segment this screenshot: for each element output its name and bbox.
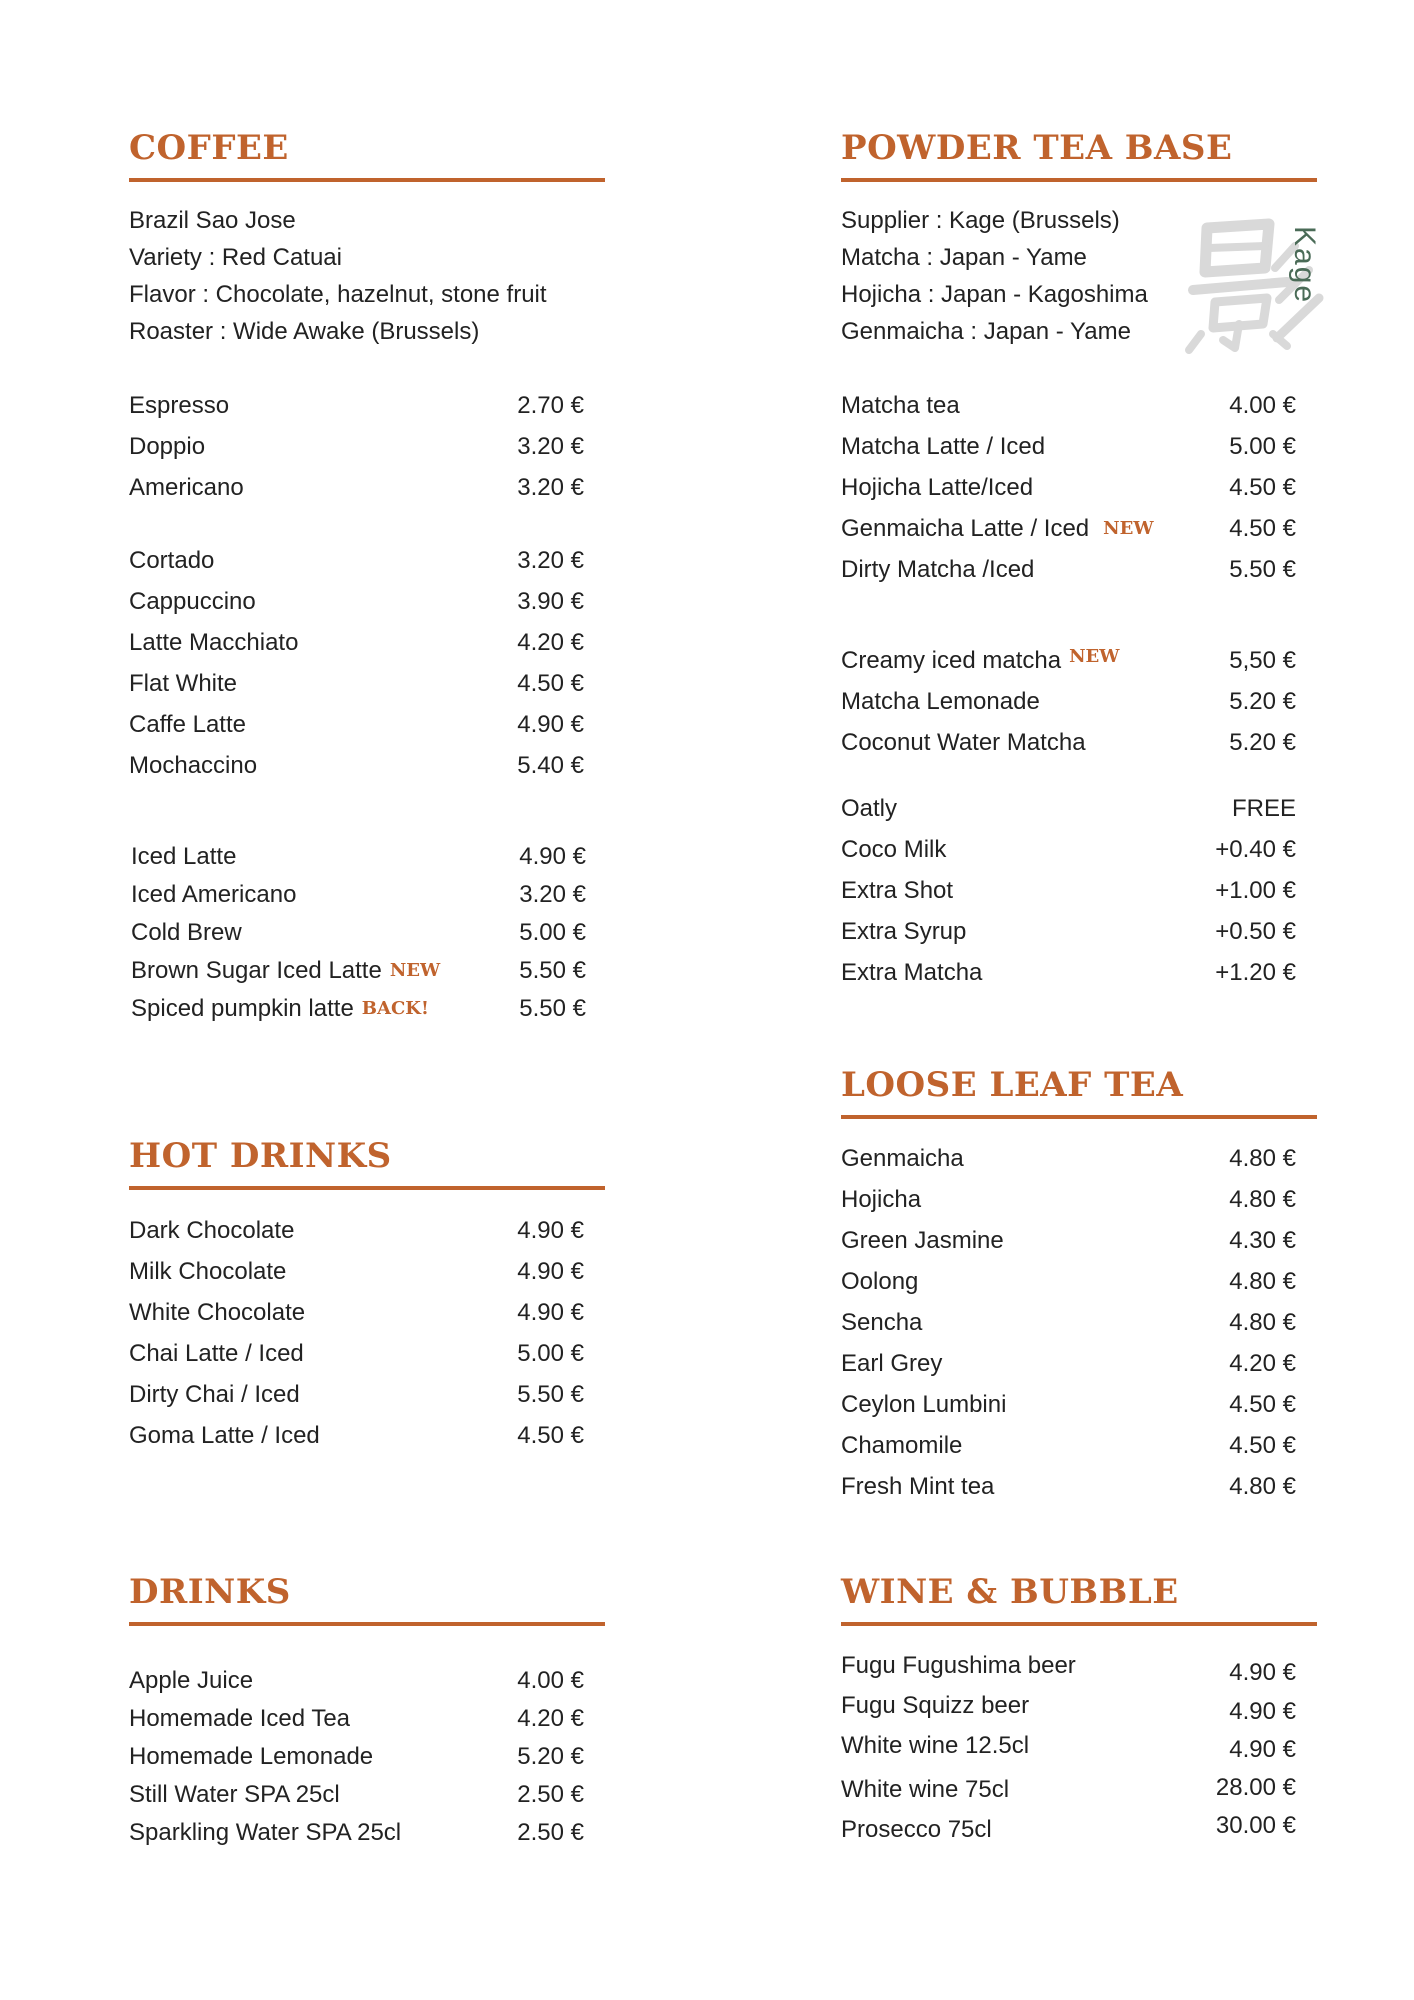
item-name: Extra Shot — [841, 877, 954, 904]
item-name: Homemade Lemonade — [129, 1743, 374, 1770]
item-name: Earl Grey — [841, 1350, 943, 1377]
item-name: White Chocolate — [129, 1299, 306, 1326]
item-name: Goma Latte / Iced — [129, 1422, 320, 1449]
loose-leaf-heading: LOOSE LEAF TEA — [841, 1065, 1184, 1105]
powder-tea-divider — [841, 178, 1317, 182]
menu-item — [841, 911, 1311, 952]
wine-divider — [841, 1622, 1317, 1626]
coffee-milk-list — [129, 540, 599, 786]
menu-item — [841, 1769, 1311, 1807]
item-name: Ceylon Lumbini — [841, 1391, 1007, 1418]
item-name: Espresso — [129, 392, 230, 419]
item-name: Cappuccino — [129, 588, 256, 615]
item-name: Doppio — [129, 433, 206, 460]
menu-item — [129, 385, 599, 426]
item-price: +0.40 € — [1215, 836, 1296, 863]
new-badge: NEW — [389, 960, 441, 981]
menu-item — [841, 722, 1311, 763]
hot-drinks-heading: HOT DRINKS — [129, 1136, 392, 1176]
menu-item — [841, 1731, 1311, 1769]
back-badge: BACK! — [361, 998, 429, 1019]
item-price: 4.50 € — [1229, 1391, 1296, 1418]
drinks-divider — [129, 1622, 605, 1626]
item-name: Cold Brew — [131, 919, 242, 946]
coffee-info-line: Roaster : Wide Awake (Brussels) — [129, 318, 480, 345]
item-price: 4.80 € — [1229, 1473, 1296, 1500]
item-name: Extra Syrup — [841, 918, 967, 945]
menu-item — [131, 952, 601, 990]
item-price: 5.50 € — [1229, 556, 1296, 583]
menu-item — [841, 1302, 1311, 1343]
item-price: +1.20 € — [1215, 959, 1296, 986]
item-name: Fugu Squizz beer — [841, 1692, 1030, 1719]
item-name: Flat White — [129, 670, 238, 697]
item-name: Milk Chocolate — [129, 1258, 287, 1285]
item-name: Dirty Matcha /Iced — [841, 556, 1035, 583]
item-price: 4.90 € — [517, 1217, 584, 1244]
coffee-info-line: Variety : Red Catuai — [129, 244, 342, 271]
item-price: 2.70 € — [517, 392, 584, 419]
item-price: 4.50 € — [1229, 515, 1296, 542]
menu-item — [129, 704, 599, 745]
item-price: 3.90 € — [517, 588, 584, 615]
item-name: Americano — [129, 474, 244, 501]
drinks-section-header — [129, 1570, 605, 1626]
item-name: Coconut Water Matcha — [841, 729, 1086, 756]
menu-item — [841, 1261, 1311, 1302]
coffee-iced-list — [131, 838, 601, 1028]
menu-item — [841, 1138, 1311, 1179]
item-name: Dirty Chai / Iced — [129, 1381, 300, 1408]
item-price: 4.50 € — [1229, 1432, 1296, 1459]
kage-brush-mark-icon — [1177, 206, 1327, 356]
item-name: Chai Latte / Iced — [129, 1340, 304, 1367]
item-price: +1.00 € — [1215, 877, 1296, 904]
new-badge: NEW — [1069, 646, 1120, 667]
item-name: Fugu Fugushima beer — [841, 1652, 1076, 1679]
item-price: 4.90 € — [1229, 1698, 1296, 1725]
item-name: Sencha — [841, 1309, 923, 1336]
item-price: 4.00 € — [517, 1667, 584, 1694]
menu-item — [129, 622, 599, 663]
powder-tea-section-header — [841, 126, 1317, 182]
item-name-text: Genmaicha Latte / Iced — [841, 515, 1090, 542]
menu-item — [129, 663, 599, 704]
new-badge: NEW — [1103, 518, 1154, 539]
item-name: Genmaicha — [841, 1145, 964, 1172]
item-price: +0.50 € — [1215, 918, 1296, 945]
menu-item — [129, 467, 599, 508]
item-price: 2.50 € — [517, 1819, 584, 1846]
menu-item — [129, 1210, 599, 1251]
item-name: White wine 12.5cl — [841, 1732, 1030, 1759]
item-name-text: Creamy iced matcha — [841, 647, 1062, 674]
menu-item — [841, 1343, 1311, 1384]
item-price: 4.80 € — [1229, 1186, 1296, 1213]
item-price: 4.30 € — [1229, 1227, 1296, 1254]
menu-item — [841, 640, 1311, 681]
coffee-info — [129, 202, 605, 350]
item-name: Matcha Latte / Iced — [841, 433, 1046, 460]
item-price: 4.50 € — [1229, 474, 1296, 501]
coffee-info-line: Flavor : Chocolate, hazelnut, stone fruit — [129, 281, 547, 308]
item-price: 5.00 € — [519, 919, 586, 946]
item-price: 4.00 € — [1229, 392, 1296, 419]
item-name: Green Jasmine — [841, 1227, 1004, 1254]
item-price: 30.00 € — [1215, 1812, 1296, 1839]
tea-info-line: Matcha : Japan - Yame — [841, 244, 1087, 271]
menu-item — [131, 914, 601, 952]
item-price: FREE — [1231, 795, 1296, 822]
item-name: Hojicha Latte/Iced — [841, 474, 1034, 501]
menu-item — [841, 681, 1311, 722]
menu-item — [841, 385, 1311, 426]
wine-section-header — [841, 1570, 1317, 1626]
item-price: 28.00 € — [1215, 1774, 1296, 1801]
menu-item — [841, 467, 1311, 508]
menu-item — [129, 540, 599, 581]
menu-item — [841, 1425, 1311, 1466]
item-name: Prosecco 75cl — [841, 1816, 992, 1843]
menu-item — [841, 1693, 1311, 1731]
item-name: Apple Juice — [129, 1667, 254, 1694]
wine-heading: WINE & BUBBLE — [841, 1572, 1179, 1612]
item-name: Dark Chocolate — [129, 1217, 295, 1244]
loose-leaf-section-header — [841, 1063, 1317, 1119]
menu-item — [841, 829, 1311, 870]
menu-item — [129, 426, 599, 467]
item-name: Chamomile — [841, 1432, 963, 1459]
tea-info-line: Genmaicha : Japan - Yame — [841, 318, 1131, 345]
item-price: 3.20 € — [517, 547, 584, 574]
menu-item — [131, 876, 601, 914]
menu-item — [129, 1374, 599, 1415]
menu-item — [129, 1415, 599, 1456]
item-name: Fresh Mint tea — [841, 1473, 995, 1500]
item-price: 3.20 € — [517, 433, 584, 460]
item-price: 4.90 € — [517, 1299, 584, 1326]
coffee-espresso-list — [129, 385, 599, 508]
item-name — [131, 990, 429, 1030]
menu-item — [129, 1776, 599, 1814]
item-price: 5.40 € — [517, 752, 584, 779]
item-price: 4.90 € — [519, 843, 586, 870]
hot-drinks-section-header — [129, 1134, 605, 1190]
item-name: Extra Matcha — [841, 959, 983, 986]
menu-item — [841, 952, 1311, 993]
item-price: 4.80 € — [1229, 1309, 1296, 1336]
loose-leaf-divider — [841, 1115, 1317, 1119]
item-name: Sparkling Water SPA 25cl — [129, 1819, 402, 1846]
item-price: 4.20 € — [517, 1705, 584, 1732]
tea-info-line: Supplier : Kage (Brussels) — [841, 207, 1120, 234]
item-name — [841, 640, 1119, 683]
item-name: Matcha tea — [841, 392, 960, 419]
menu-item — [129, 1738, 599, 1776]
item-name: Mochaccino — [129, 752, 258, 779]
menu-item — [841, 870, 1311, 911]
menu-item — [129, 1333, 599, 1374]
item-price: 5.50 € — [519, 957, 586, 984]
coffee-heading: COFFEE — [129, 128, 289, 168]
item-price: 2.50 € — [517, 1781, 584, 1808]
hot-drinks-list — [129, 1210, 599, 1456]
matcha-specials-list — [841, 640, 1311, 763]
item-name: Latte Macchiato — [129, 629, 299, 656]
item-name-text: Spiced pumpkin latte — [131, 995, 354, 1022]
item-price: 5,50 € — [1229, 647, 1296, 674]
powder-tea-heading: POWDER TEA BASE — [841, 128, 1233, 168]
menu-item — [841, 549, 1311, 590]
menu-item — [129, 1814, 599, 1852]
item-price: 5.20 € — [517, 1743, 584, 1770]
menu-item — [129, 1700, 599, 1738]
coffee-info-line: Brazil Sao Jose — [129, 207, 296, 234]
item-price: 4.20 € — [517, 629, 584, 656]
item-price: 4.90 € — [1229, 1659, 1296, 1686]
item-price: 4.90 € — [1229, 1736, 1296, 1763]
menu-item — [841, 426, 1311, 467]
menu-item — [129, 581, 599, 622]
item-name — [841, 508, 1154, 551]
loose-leaf-list — [841, 1138, 1311, 1507]
item-price: 4.90 € — [517, 711, 584, 738]
item-price: 5.50 € — [517, 1381, 584, 1408]
menu-item — [129, 1662, 599, 1700]
menu-item — [129, 745, 599, 786]
item-price: 3.20 € — [517, 474, 584, 501]
coffee-divider — [129, 178, 605, 182]
menu-item — [841, 1807, 1311, 1845]
item-price: 5.50 € — [519, 995, 586, 1022]
item-name: Cortado — [129, 547, 215, 574]
item-price: 4.50 € — [517, 1422, 584, 1449]
item-price: 4.80 € — [1229, 1145, 1296, 1172]
item-price: 5.00 € — [1229, 433, 1296, 460]
powder-tea-list — [841, 385, 1311, 590]
item-price: 5.20 € — [1229, 729, 1296, 756]
item-name: Homemade Iced Tea — [129, 1705, 351, 1732]
menu-item — [841, 508, 1311, 549]
menu-item — [129, 1292, 599, 1333]
item-name: Matcha Lemonade — [841, 688, 1040, 715]
menu-item — [129, 1251, 599, 1292]
item-name: Iced Latte — [131, 843, 237, 870]
drinks-list — [129, 1662, 599, 1852]
menu-item — [841, 1384, 1311, 1425]
hot-drinks-divider — [129, 1186, 605, 1190]
menu-item — [841, 1179, 1311, 1220]
kage-logo-text: Kage — [1288, 226, 1321, 305]
item-name: Caffe Latte — [129, 711, 246, 738]
item-name: Coco Milk — [841, 836, 947, 863]
item-price: 4.20 € — [1229, 1350, 1296, 1377]
coffee-section-header — [129, 126, 605, 182]
menu-item — [841, 1220, 1311, 1261]
menu-item — [841, 788, 1311, 829]
item-price: 4.80 € — [1229, 1268, 1296, 1295]
item-price: 5.20 € — [1229, 688, 1296, 715]
menu-item — [131, 990, 601, 1028]
item-name: Iced Americano — [131, 881, 297, 908]
item-name — [131, 952, 440, 992]
wine-list — [841, 1652, 1311, 1845]
kage-logo — [1177, 206, 1327, 356]
item-price: 3.20 € — [519, 881, 586, 908]
item-price: 5.00 € — [517, 1340, 584, 1367]
item-name: Oolong — [841, 1268, 919, 1295]
extras-list — [841, 788, 1311, 993]
tea-info-line: Hojicha : Japan - Kagoshima — [841, 281, 1148, 308]
item-name: Still Water SPA 25cl — [129, 1781, 340, 1808]
item-name: Hojicha — [841, 1186, 922, 1213]
menu-item — [131, 838, 601, 876]
menu-item — [841, 1466, 1311, 1507]
item-name: White wine 75cl — [841, 1776, 1010, 1803]
item-name-text: Brown Sugar Iced Latte — [131, 957, 382, 984]
item-name: Oatly — [841, 795, 898, 822]
item-price: 4.50 € — [517, 670, 584, 697]
drinks-heading: DRINKS — [129, 1572, 291, 1612]
item-price: 4.90 € — [517, 1258, 584, 1285]
